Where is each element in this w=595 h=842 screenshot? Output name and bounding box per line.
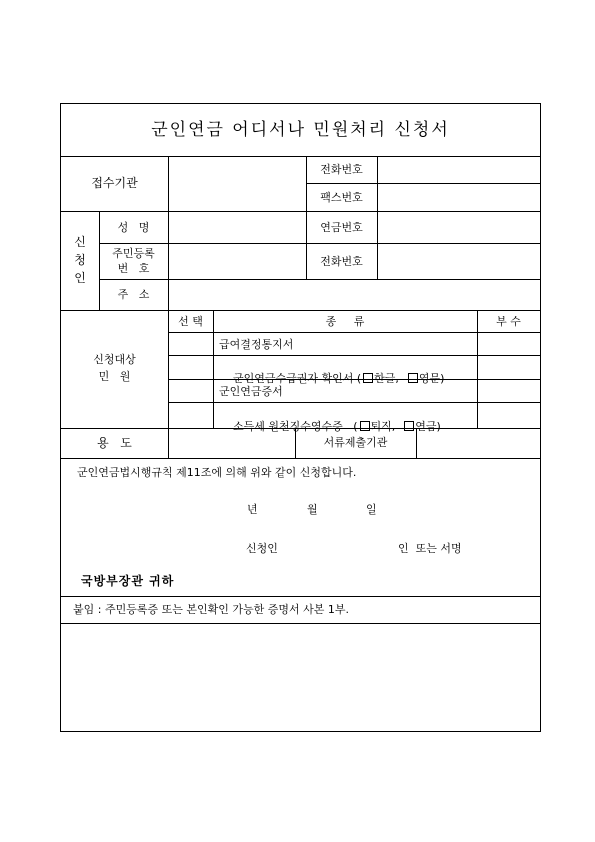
select-cell[interactable] [169,380,213,402]
checkbox-retirement[interactable] [360,421,370,431]
request-group-label-line2: 민 원 [98,370,131,383]
checkbox-english[interactable] [408,373,418,383]
select-cell[interactable] [169,403,213,428]
form-title: 군인연금 어디서나 민원처리 신청서 [151,120,450,140]
date-month: 월 [307,503,318,516]
reception-phone-label: 전화번호 [320,163,363,176]
option-retirement: 퇴직, [370,420,396,433]
request-group-label-line1: 신청대상 [93,353,136,366]
copies-cell[interactable] [478,380,540,402]
applicant-phone-label: 전화번호 [320,255,363,268]
date-day: 일 [366,503,377,516]
name-field[interactable] [169,212,305,243]
applicant-group-label-3: 인 [74,271,86,285]
col-copies-header: 부 수 [496,315,521,328]
rule [61,623,540,624]
rule [61,596,540,597]
addressee: 국방부장관 귀하 [81,574,175,588]
rrn-field[interactable] [169,244,305,279]
reception-agency-field[interactable] [169,157,305,210]
applicant-sign-label: 신청인 [246,542,278,555]
submit-to-field[interactable] [417,429,540,458]
submit-to-label: 서류제출기관 [323,436,388,449]
option-korean: 한글, [374,372,399,385]
applicant-group-label-1: 신 [74,235,86,249]
reception-phone-field[interactable] [378,157,540,183]
select-cell[interactable] [169,333,213,355]
applicant-group-label-2: 청 [74,253,86,267]
rule [213,310,214,428]
copies-cell[interactable] [478,333,540,355]
purpose-label: 용 도 [97,436,132,450]
reception-fax-field[interactable] [378,184,540,211]
rule [61,310,540,311]
copies-cell[interactable] [478,403,540,428]
address-label: 주 소 [117,288,150,301]
name-label: 성 명 [117,221,150,234]
option-english: 영문) [418,372,445,385]
seal-or-signature: 인 또는 서명 [398,542,462,555]
checkbox-korean[interactable] [363,373,373,383]
rrn-label-line2: 번 호 [117,262,150,275]
date-year: 년 [247,503,258,516]
select-cell[interactable] [169,356,213,379]
checkbox-pension[interactable] [404,421,414,431]
application-form [60,103,541,732]
signature-field[interactable] [291,536,391,560]
option-pension: 연금) [415,420,441,433]
item-label: 군인연금증서 [219,385,283,398]
rrn-label-line1: 주민등록 [112,247,155,260]
col-type-header: 종 류 [325,315,365,328]
pension-number-label: 연금번호 [320,221,363,234]
item-label: 급여결정통지서 [219,338,294,351]
declaration-statement: 군인연금법시행규칙 제11조에 의해 위와 같이 신청합니다. [77,466,357,479]
copies-cell[interactable] [478,356,540,379]
reception-fax-label: 팩스번호 [320,191,363,204]
pension-number-field[interactable] [378,212,540,243]
col-select-header: 선 택 [178,315,203,328]
item-name: 소득세 원천징수영수증 ( [233,420,358,433]
address-field[interactable] [169,280,540,310]
reception-agency-label: 접수기관 [91,176,138,190]
item-name: 군인연금수급권자 확인서 ( [233,372,362,385]
attachment-note: 붙임 : 주민등록증 또는 본인확인 가능한 증명서 사본 1부. [73,603,349,616]
purpose-field[interactable] [169,429,295,458]
rule [61,458,540,459]
applicant-phone-field[interactable] [378,244,540,279]
